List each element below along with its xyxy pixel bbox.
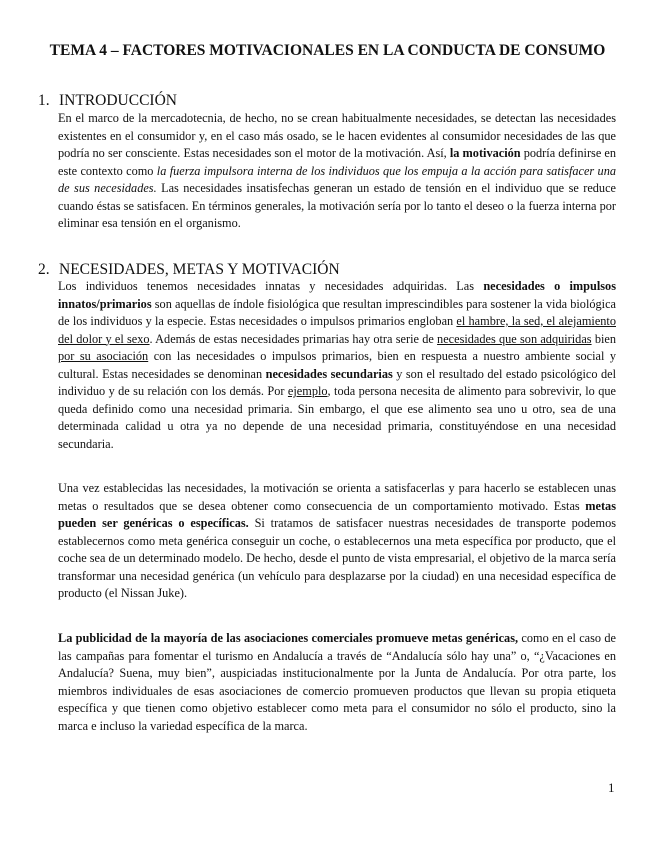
document-title: TEMA 4 – FACTORES MOTIVACIONALES EN LA CONDUCTA DE CONSUMO [49, 42, 606, 59]
section-heading-introduccion [38, 91, 177, 111]
section-title: NECESIDADES, METAS Y MOTIVACIÓN [59, 261, 340, 278]
underlined-text: por su asociación [58, 349, 149, 363]
section-heading-necesidades [38, 260, 340, 280]
section-number: 2. [38, 261, 50, 278]
paragraph-introduccion: En el marco de la mercadotecnia, de hecho, no se crean habitualmente necesidades, se detectan las necesidades existentes en el consumidor y, en el caso más osado, se le hacen evidentes al consumidor necesidades de las que podría no ser consciente. Estas necesidades son el motor de la motivación. Así, la motivación podría definirse en este contexto como la fuerza impulsora interna de los individuos que los empuja a la acción para satisfacer una de sus necesidades. Las necesidades insatisfechas generan un estado de tensión en el individuo que se reduce cuando éstas se satisfacen. En términos generales, la motivación sería por lo tanto el deseo o la fuerza interna por eliminar esa tensión en el organismo. [58, 111, 617, 230]
bold-term: necesidades o impulsos innatos/primarios [58, 279, 616, 311]
italic-definition: la fuerza impulsora interna de los individuos que los empuja a la acción para satisfacer una de sus necesidades. [58, 163, 616, 195]
underlined-text: ejemplo [287, 384, 328, 398]
paragraph-necesidades-2: Una vez establecidas las necesidades, la motivación se orienta a satisfacerlas y para hacerlo se establecen unas metas o resultados que se desea obtener como consecuencia de un comportamiento motivado. Estas metas pueden ser genéricas o específicas. Si tratamos de satisfacer nuestras necesidades de transporte podemos establecernos como meta genérica conseguir un coche, o establecernos una meta específica por producto, que el coche sea de un determinado modelo. De hecho, desde el punto de vista empresarial, el objetivo de la marca sería transformar una necesidad genérica (un vehículo para desplazarse por la ciudad) en una necesidad específica de producto (el Nissan Juke). [58, 481, 616, 600]
paragraph-necesidades-1: Los individuos tenemos necesidades innatas y necesidades adquiridas. Las necesidades o impulsos innatos/primarios son aquellas de índole fisiológica que resultan imprescindibles para sostener la vida biológica de los individuos y la especie. Estas necesidades o impulsos primarios engloban el hambre, la sed, el alejamiento del dolor y el sexo. Además de estas necesidades primarias hay otra serie de necesidades que son adquiridas bien por su asociación con las necesidades o impulsos primarios, bien en respuesta a nuestro ambiente social y cultural. Estas necesidades se denominan necesidades secundarias y son el resultado del estado psicológico del individuo y de su relación con los demás. Por ejemplo, toda persona necesita de alimento para sobrevivir, lo que queda definido como una necesidad primaria. Sin embargo, el que ese alimento sea uno u otro, sea de una determinada calidad u otra ya no depende de una necesidad primaria, constituyéndose en una necesidad secundaria. [58, 279, 617, 451]
bold-term: metas pueden ser genéricas o específicas. [58, 498, 616, 530]
bold-term: necesidades secundarias [265, 366, 393, 381]
bold-term: La publicidad de la mayoría de las asociaciones comerciales promueve metas genéricas, [58, 631, 519, 645]
section-title: INTRODUCCIÓN [59, 92, 177, 109]
underlined-text: necesidades que son adquiridas [437, 331, 592, 346]
paragraph-necesidades-3: La publicidad de la mayoría de las asociaciones comerciales promueve metas genéricas, como en el caso de las campañas para fomentar el turismo en Andalucía a través de “Andalucía sólo hay una” o, “¿Vacaciones en Andalucía? Suena, muy bien”, auspiciadas institucionalmente por la Junta de Andalucía. Por otra parte, los miembros individuales de esas asociaciones de comercio promueven productos que llevan su propia etiqueta específica y que tienen como objetivo establecer como meta para el consumidor no sólo el producto, sino la marca e incluso la variedad específica de la marca. [58, 631, 616, 733]
bold-term: la motivación [449, 146, 521, 160]
page-number: 1 [608, 780, 615, 795]
section-number: 1. [38, 92, 50, 109]
underlined-text: el hambre, la sed, el alejamiento del dolor y el sexo [58, 314, 616, 346]
